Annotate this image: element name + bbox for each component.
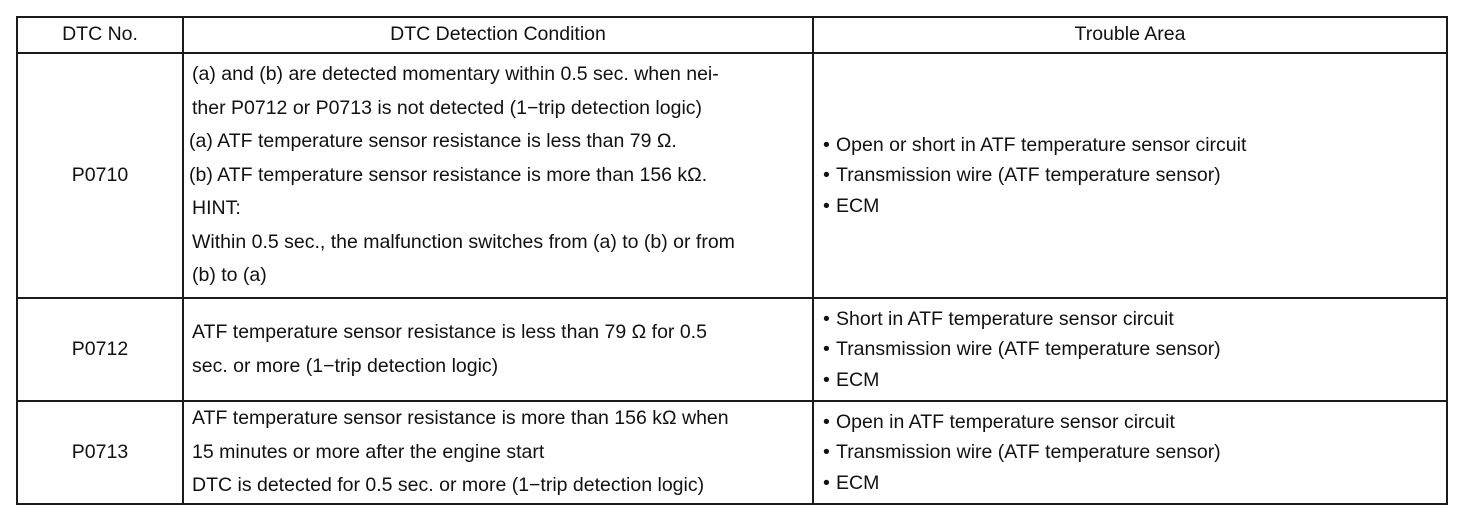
dtc-code: P0710 — [17, 53, 183, 298]
bullet-icon: • — [823, 471, 830, 494]
list-item — [823, 130, 1446, 161]
trouble-area-item: Transmission wire (ATF temperature sensor) — [836, 441, 1221, 464]
condition-line: DTC is detected for 0.5 sec. or more (1−trip detection logic) — [192, 474, 705, 497]
condition-line: sec. or more (1−trip detection logic) — [192, 354, 499, 377]
condition-line: ther P0712 or P0713 is not detected (1−trip detection logic) — [192, 96, 703, 119]
list-item — [823, 468, 1446, 499]
trouble-area-item: Open or short in ATF temperature sensor circuit — [836, 133, 1247, 156]
trouble-area — [813, 401, 1447, 504]
table-row — [17, 53, 1447, 298]
list-item — [823, 437, 1446, 468]
dtc-code: P0713 — [17, 401, 183, 504]
bullet-icon: • — [823, 194, 830, 217]
dtc-code: P0712 — [17, 298, 183, 401]
bullet-icon: • — [823, 164, 830, 187]
dtc-table — [16, 16, 1448, 505]
trouble-area — [813, 298, 1447, 401]
detection-condition — [183, 401, 813, 504]
list-item — [823, 191, 1446, 222]
condition-line: (a) ATF temperature sensor resistance is less than 79 Ω. — [189, 130, 677, 153]
header-detection-condition: DTC Detection Condition — [183, 17, 813, 53]
list-item — [823, 160, 1446, 191]
condition-line: ATF temperature sensor resistance is more than 156 kΩ when — [192, 407, 729, 430]
bullet-icon: • — [823, 441, 830, 464]
trouble-area-item: ECM — [836, 194, 880, 217]
table-header-row — [17, 17, 1447, 53]
detection-condition — [183, 53, 813, 298]
bullet-icon: • — [823, 133, 830, 156]
bullet-icon: • — [823, 410, 830, 433]
trouble-area-item: ECM — [836, 471, 880, 494]
condition-line: 15 minutes or more after the engine start — [192, 440, 545, 463]
header-dtc-no: DTC No. — [17, 17, 183, 53]
trouble-area-item: ECM — [836, 368, 880, 391]
condition-line: HINT: — [192, 197, 241, 220]
condition-line: Within 0.5 sec., the malfunction switches from (a) to (b) or from — [192, 230, 735, 253]
bullet-icon: • — [823, 307, 830, 330]
bullet-icon: • — [823, 368, 830, 391]
table-row — [17, 401, 1447, 504]
header-trouble-area: Trouble Area — [813, 17, 1447, 53]
condition-line: (b) to (a) — [192, 264, 267, 287]
list-item — [823, 407, 1446, 438]
trouble-area-item: Short in ATF temperature sensor circuit — [836, 307, 1174, 330]
trouble-area-item: Transmission wire (ATF temperature sensor) — [836, 164, 1221, 187]
trouble-area-item: Transmission wire (ATF temperature sensor) — [836, 338, 1221, 361]
condition-line: ATF temperature sensor resistance is less than 79 Ω for 0.5 — [192, 321, 707, 343]
list-item — [823, 304, 1446, 335]
table-row — [17, 298, 1447, 401]
bullet-icon: • — [823, 338, 830, 361]
condition-line: (b) ATF temperature sensor resistance is more than 156 kΩ. — [189, 163, 708, 186]
list-item — [823, 334, 1446, 365]
trouble-area — [813, 53, 1447, 298]
condition-line: (a) and (b) are detected momentary within 0.5 sec. when nei- — [192, 63, 719, 86]
list-item — [823, 365, 1446, 396]
trouble-area-item: Open in ATF temperature sensor circuit — [836, 410, 1175, 433]
detection-condition — [183, 298, 813, 401]
